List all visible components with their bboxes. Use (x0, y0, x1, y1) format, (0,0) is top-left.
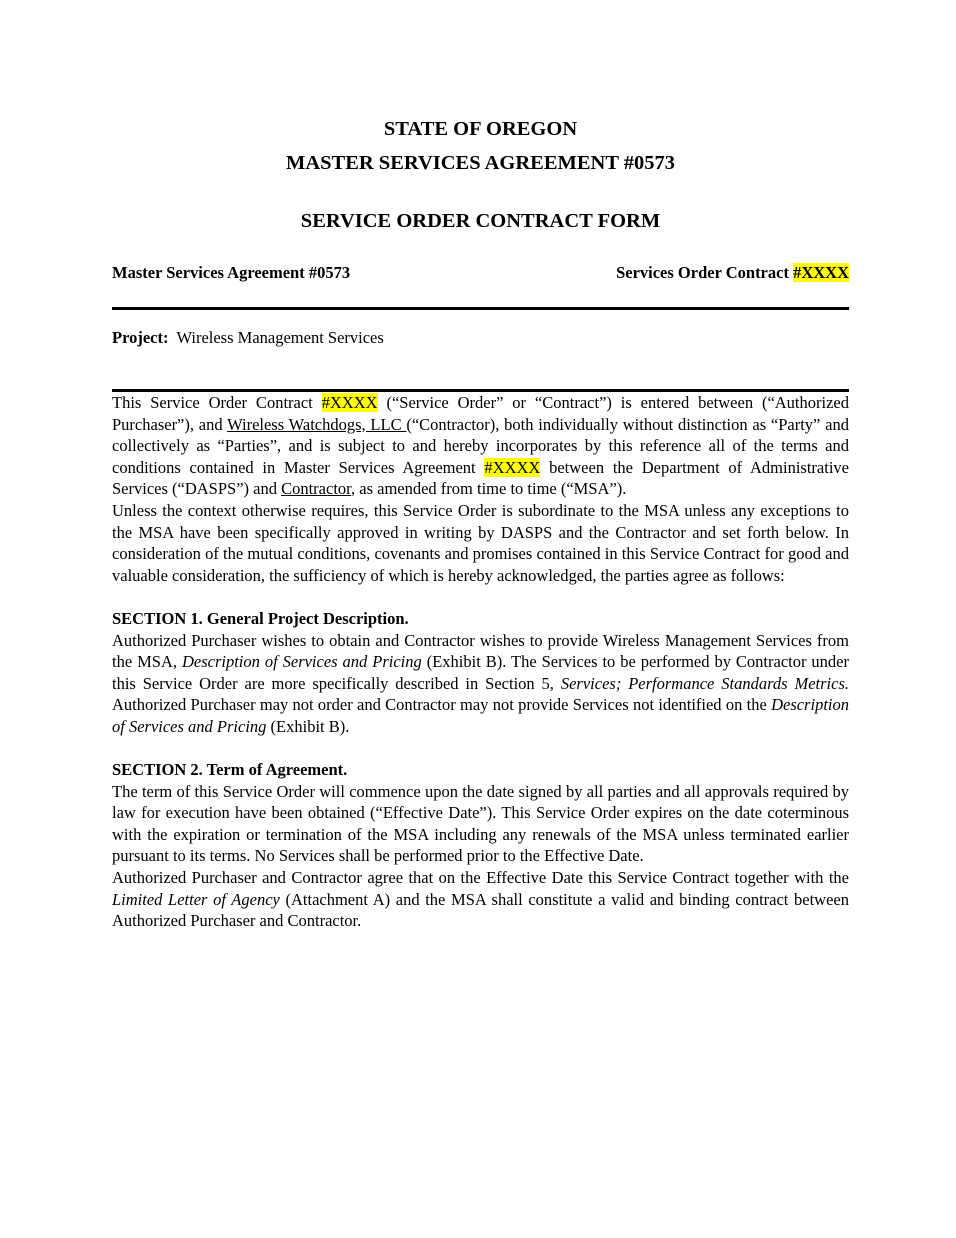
section-2-paragraph-2 (112, 867, 849, 932)
section-2-heading: SECTION 2. Term of Agreement. (112, 760, 348, 780)
intro-text-2: (“Service Order” or “Contract”) is entered between (377, 393, 762, 412)
section-2-paragraph-1: The term of this Service Order will commence upon the date signed by all parties and all approvals required by law for execution have been obtained (“Effective Date”). This Service Order expires on the date coterminous with the expiration or termination of the MSA including any renewals of the MSA unless terminated earlier pursuant to its terms. No Services shall be performed prior to the Effective Date. (112, 781, 849, 866)
subordination-paragraph: Unless the context otherwise requires, this Service Order is subordinate to the MSA unless any exceptions to the MSA have been specifically approved in writing by DASPS and the Contractor and set forth below. In consideration of the mutual conditions, covenants and promises contained in this Service Contract for good and valuable consideration, the sufficiency of which is hereby acknowledged, the parties agree as follows: (112, 500, 849, 585)
order-number-highlight: #XXXX (793, 263, 849, 282)
section-1-paragraph (112, 630, 849, 738)
document-page (112, 112, 849, 932)
msa-reference: Master Services Agreement #0573 (112, 263, 351, 282)
section-1-text-1: Authorized Purchaser wishes to obtain and Contractor wishes to provide Wireless Management Services from the MSA, (112, 630, 849, 672)
project-row (112, 327, 849, 349)
intro-text-5: between the Department of Administrative Services (“DASPS”) and (112, 457, 849, 499)
intro-text-3: (“Authorized Purchaser”), and (112, 393, 849, 434)
intro-text-4: (“Contractor), both individually without distinction as “Party” and collectively as “Parties”, and is subject to and hereby incorporates by this reference all of the terms and conditions contained in Master Services Agreement (112, 414, 849, 477)
section-2-text-2: (Attachment A) and the MSA shall constitute a valid and binding contract between Authorized Purchaser and Contractor. (112, 889, 849, 931)
section-1-text-4: (Exhibit B). (266, 716, 350, 736)
section-1-heading: SECTION 1. General Project Description. (112, 608, 409, 628)
section-2-text-1: Authorized Purchaser and Contractor agree that on the Effective Date this Service Contract together with the (112, 868, 849, 888)
section-1-italic-1: Description of Services and Pricing (181, 652, 422, 672)
contract-number-highlight: #XXXX (321, 393, 378, 412)
project-value: Wireless Management Services (176, 328, 384, 347)
section-1-text-2: (Exhibit B). The Services to be performed by Contractor under this Service Order are more specifically described in Section 5, (112, 652, 849, 693)
divider-top (112, 307, 849, 310)
msa-number-highlight: #XXXX (484, 457, 541, 477)
contractor-underlined: Contractor (281, 479, 351, 499)
form-title: SERVICE ORDER CONTRACT FORM (300, 210, 661, 232)
section-1-text-3: Authorized Purchaser may not order and Contractor may not provide Services not identified on the (112, 695, 772, 715)
intro-paragraph (112, 392, 849, 500)
section-1-italic-3: Description of Services and Pricing (112, 695, 849, 736)
project-label: Project: (112, 328, 169, 347)
contractor-name: Wireless Watchdogs, LLC (227, 414, 407, 434)
state-heading: STATE OF OREGON (383, 118, 578, 140)
reference-row (112, 262, 849, 284)
section-1-italic-2: Services; Performance Standards Metrics. (560, 673, 850, 693)
intro-text-1: This Service Order Contract (112, 393, 322, 412)
intro-text-6: , as amended from time to time (“MSA”). (351, 479, 627, 499)
section-2-italic-1: Limited Letter of Agency (112, 889, 280, 909)
order-reference (616, 262, 849, 284)
agreement-heading: MASTER SERVICES AGREEMENT #0573 (285, 152, 676, 174)
order-reference-label: Services Order Contract (616, 263, 794, 282)
